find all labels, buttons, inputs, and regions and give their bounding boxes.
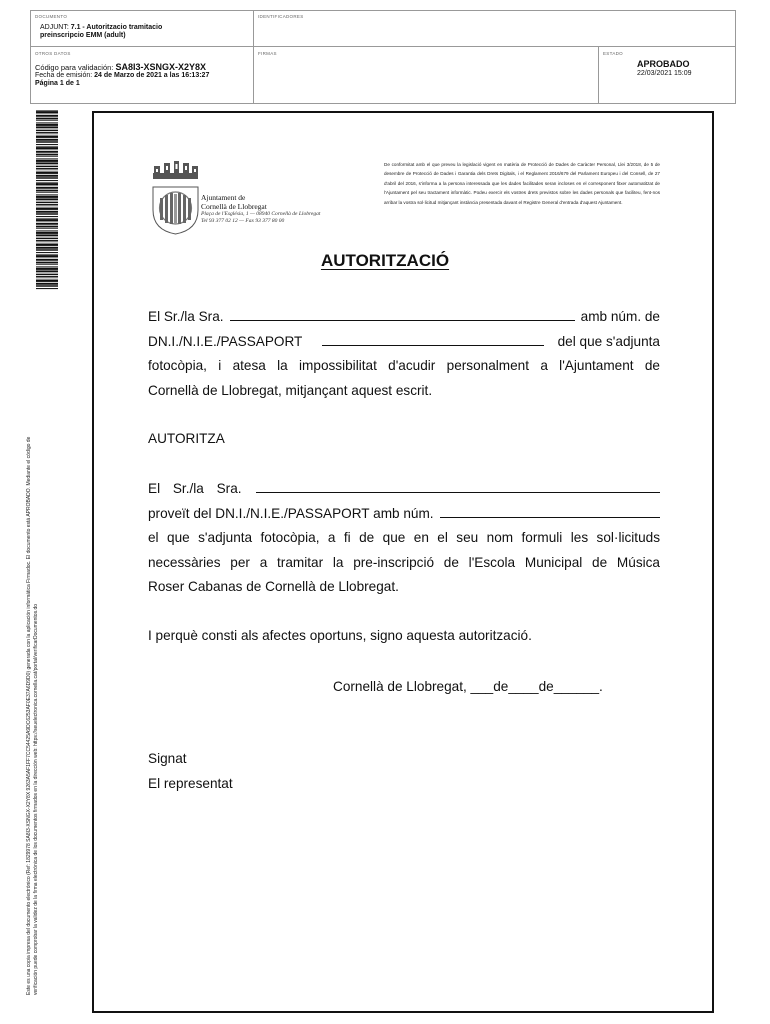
estado-cell (599, 47, 735, 103)
documento-title: ADJUNT: 7.1 - Autoritzacio tramitacio preinscripcio EMM (adult) (40, 24, 163, 39)
representat-label: El representat (148, 776, 233, 791)
emission-line: Fecha de emisión: 24 de Marzo de 2021 a las 16:13:27 (35, 72, 210, 79)
firmas-label: FIRMAS (258, 51, 277, 56)
p2-line4: necessàries per a tramitar la pre-inscripció de l'Escola Municipal de Música (148, 554, 660, 570)
id-blank-2 (440, 516, 660, 518)
p1-line4: Cornellà de Llobregat, mitjançant aquest escrit. (148, 382, 433, 398)
org-phone: Tel 93 377 02 12 — Fax 93 377 80 00 (201, 218, 285, 224)
id-blank-1 (322, 344, 543, 346)
identificadores-label: IDENTIFICADORES (258, 14, 304, 19)
paragraph-2 (148, 477, 660, 600)
firmas-cell (254, 47, 599, 103)
signature-label: Signat (148, 751, 187, 766)
p2-line1: El Sr./la Sra. (148, 477, 660, 502)
otros-datos-label: OTROS DATOS (35, 51, 71, 56)
otros-datos-cell (31, 47, 254, 103)
autoritza-heading: AUTORITZA (148, 431, 225, 446)
estado-value: APROBADO (637, 59, 690, 69)
org-name-line2: Cornellà de Llobregat (201, 202, 267, 211)
p1-line3: fotocòpia, i atesa la impossibilitat d'acudir personalment a l'Ajuntament de (148, 358, 660, 373)
coat-of-arms-logo (148, 160, 203, 235)
p1-line1: El Sr./la Sra. amb núm. de (148, 309, 660, 324)
p1-line2: DN.I./N.I.E./PASSAPORT del que s'adjunta (148, 333, 660, 349)
identificadores-cell (254, 11, 735, 47)
validation-code: SA8I3-XSNGX-X2Y8X (115, 62, 207, 72)
p2-line3: el que s'adjunta fotocòpia, a fi de que en el seu nom formuli les sol·licituds (148, 530, 660, 545)
org-name-line1: Ajuntament de (201, 193, 246, 202)
page-number: Página 1 de 1 (35, 80, 80, 87)
letterhead (201, 193, 320, 225)
paragraph-1 (148, 305, 660, 403)
documento-label: DOCUMENTO (35, 14, 68, 19)
date-line: Cornellà de Llobregat, ___de____de______. (333, 679, 603, 694)
verification-side-note: Este es una copia impresa del documento electrónico (Ref: 1829978 SA8I3-XSNGX-X2Y8X 9263A5AF1FF7CC54425A9DC6253AF0E37A6D9D0) generada con la aplicación informática Firmadoc. El documento está APROBADO. Mediante el código de verificación puede comprobar la validez de la firma electrónica de los documentos firmados en la dirección web: https://seuelectronica.cornella.cat/portal/verificarDocumentos.do (26, 436, 39, 995)
document-title: AUTORITZACIÓ (320, 251, 450, 270)
estado-label: ESTADO (603, 51, 623, 56)
name-blank-1 (230, 319, 575, 321)
p2-line5: Roser Cabanas de Cornellà de Llobregat. (148, 579, 399, 594)
p2-line2: proveït del DN.I./N.I.E./PASSAPORT amb núm. (148, 502, 660, 527)
org-address: Plaça de l'Església, 1 — 08940 Cornellà de Llobregat (201, 211, 321, 217)
name-blank-2 (256, 491, 660, 493)
privacy-notice: De conformitat amb el que preveu la legislació vigent en matèria de Protecció de Dades de Caràcter Personal, Llei 3/2018, de 5 de desembre de Protecció de Dades i Garantia dels Drets Digitals, i el Reglament 2016/679 del Parlament Europeu i del Consell, de 27 d'abril del 2016, s'informa a la persona interessada que les dades facilitades seran incloses en el corresponent fitxer automatitzat de l'Ajuntament pel seu tractament informàtic. Podeu exercir els vostres drets previstos sobre les dades personals que faciliteu, fent-nos arribar la vostra sol·licitud mitjançant instància presentada davant el Registre General d'entrada d'aquest Ajuntament. (384, 162, 660, 205)
validation-code-line: Código para validación: SA8I3-XSNGX-X2Y8X (35, 62, 207, 72)
estado-date: 22/03/2021 15:09 (637, 70, 692, 77)
paragraph-3: I perquè consti als afectes oportuns, signo aquesta autorització. (148, 628, 532, 643)
documento-cell (31, 11, 254, 47)
document-header (30, 10, 736, 104)
